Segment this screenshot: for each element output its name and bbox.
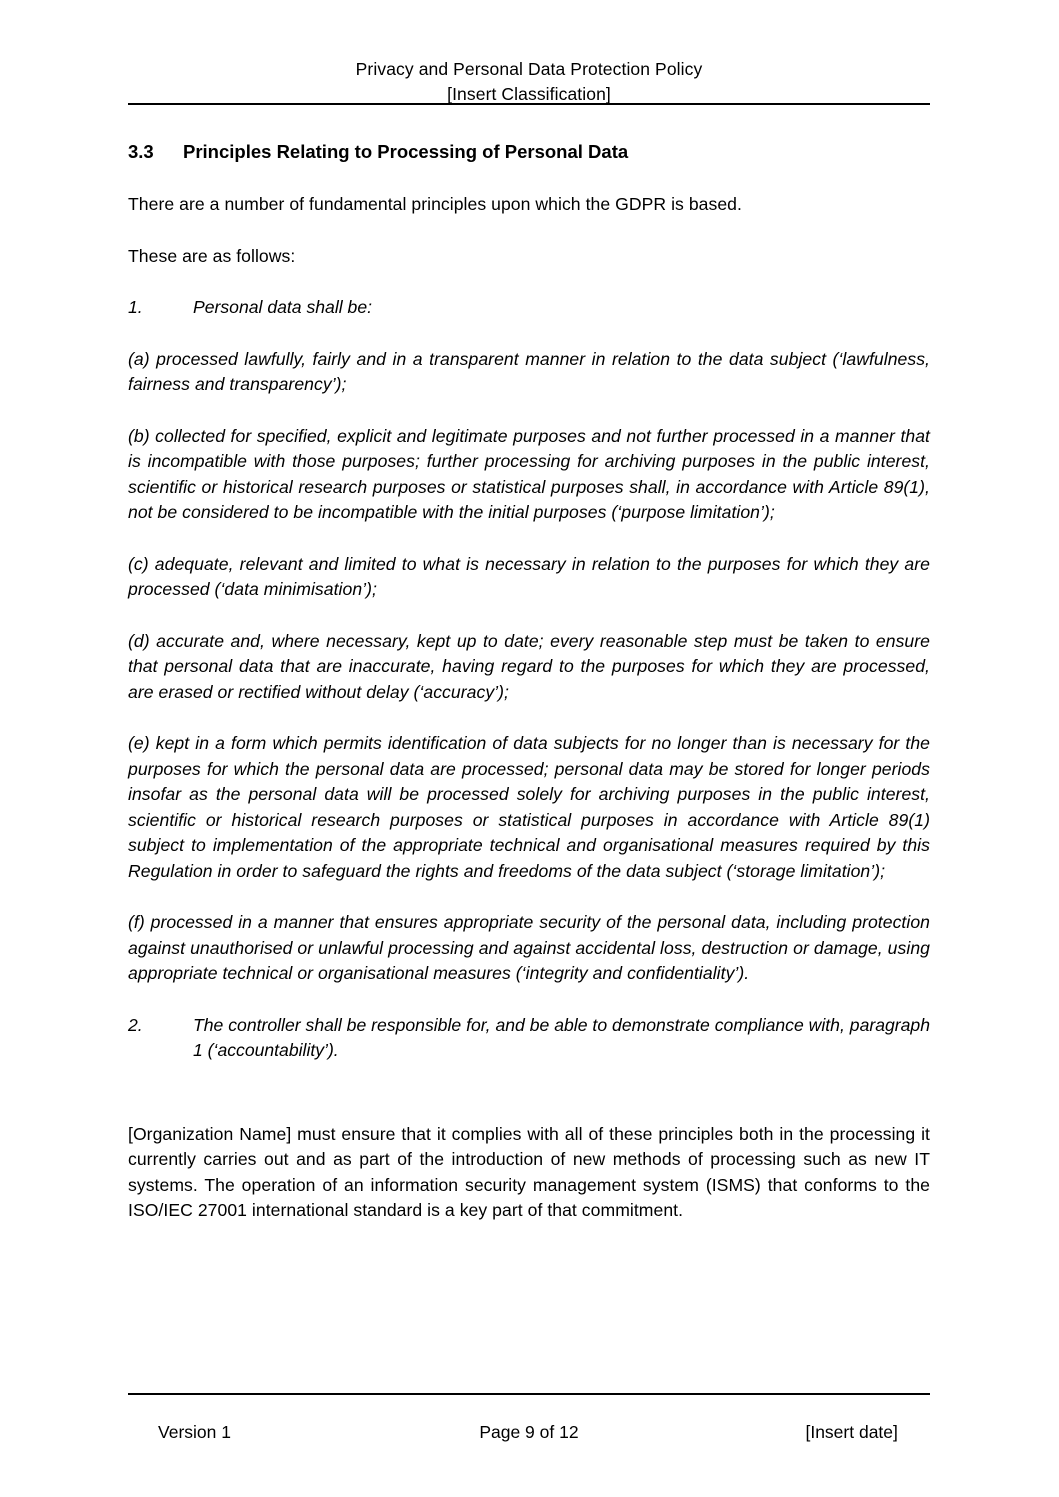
- lead-in-paragraph: These are as follows:: [128, 245, 296, 266]
- principle-c: (c) adequate, relevant and limited to what is necessary in relation to the purposes for which they are processed (‘data minimisation’);: [128, 553, 930, 599]
- header-classification: [Insert Classification]: [447, 84, 611, 104]
- principle-d: (d) accurate and, where necessary, kept up to date; every reasonable step must be taken to ensure that personal data that are inaccurate, having regard to the purposes for which they are processed, are erased or rectified without delay (‘accuracy’);: [128, 630, 930, 702]
- list-item-1-text: Personal data shall be:: [193, 297, 372, 317]
- page-title: [128, 140, 930, 164]
- principle-b: (b) collected for specified, explicit and legitimate purposes and not further processed in a manner that is incompatible with those purposes; further processing for archiving purposes in the public interest, scientific or historical research purposes or statistical purposes shall, in accordance with Article 89(1), not be considered to be incompatible with the initial purposes (‘purpose limitation’);: [128, 425, 930, 522]
- document-body: [128, 140, 930, 1224]
- list-item-2: [128, 1013, 930, 1064]
- footer-page-number: Page 9 of 12: [479, 1422, 579, 1442]
- closing-paragraph: [Organization Name] must ensure that it complies with all of these principles both in the processing it currently carries out and as part of the introduction of new methods of processing such as new IT systems. The operation of an information security management system (ISMS) that conforms to the ISO/IEC 27001 international standard is a key part of that commitment.: [128, 1123, 930, 1220]
- section-title: Principles Relating to Processing of Personal Data: [183, 141, 629, 162]
- intro-paragraph: There are a number of fundamental principles upon which the GDPR is based.: [128, 194, 742, 214]
- page-header: [128, 57, 930, 107]
- header-title: Privacy and Personal Data Protection Policy: [355, 59, 703, 79]
- list-item-1: [128, 295, 930, 321]
- footer-divider: [128, 1393, 930, 1395]
- section-number: 3.3: [128, 141, 154, 162]
- principle-a: (a) processed lawfully, fairly and in a transparent manner in relation to the data subject (‘lawfulness, fairness and transparency’);: [128, 348, 930, 394]
- principle-e: (e) kept in a form which permits identification of data subjects for no longer than is necessary for the purposes for which the personal data are processed; personal data may be stored for longer periods insofar as the personal data will be processed solely for archiving purposes in the public interest, scientific or historical research purposes or statistical purposes in accordance with Article 89(1) subject to implementation of the appropriate technical and organisational measures required by this Regulation in order to safeguard the rights and freedoms of the data subject (‘storage limitation’);: [128, 733, 930, 881]
- list-item-2-number: 2.: [128, 1014, 143, 1035]
- page-footer: [128, 1420, 930, 1444]
- header-divider: [128, 103, 930, 105]
- footer-version: Version 1: [158, 1422, 231, 1442]
- paragraph-spacer: [128, 1090, 930, 1122]
- footer-date: [Insert date]: [805, 1422, 898, 1442]
- principle-f: (f) processed in a manner that ensures appropriate security of the personal data, including protection against unauthorised or unlawful processing and against accidental loss, destruction or damage, using appropriate technical or organisational measures (‘integrity and confidentiality’).: [128, 912, 930, 983]
- list-item-1-number: 1.: [128, 297, 143, 317]
- list-item-2-text: The controller shall be responsible for, and be able to demonstrate compliance with, paragraph 1 (‘accountability’).: [193, 1014, 930, 1060]
